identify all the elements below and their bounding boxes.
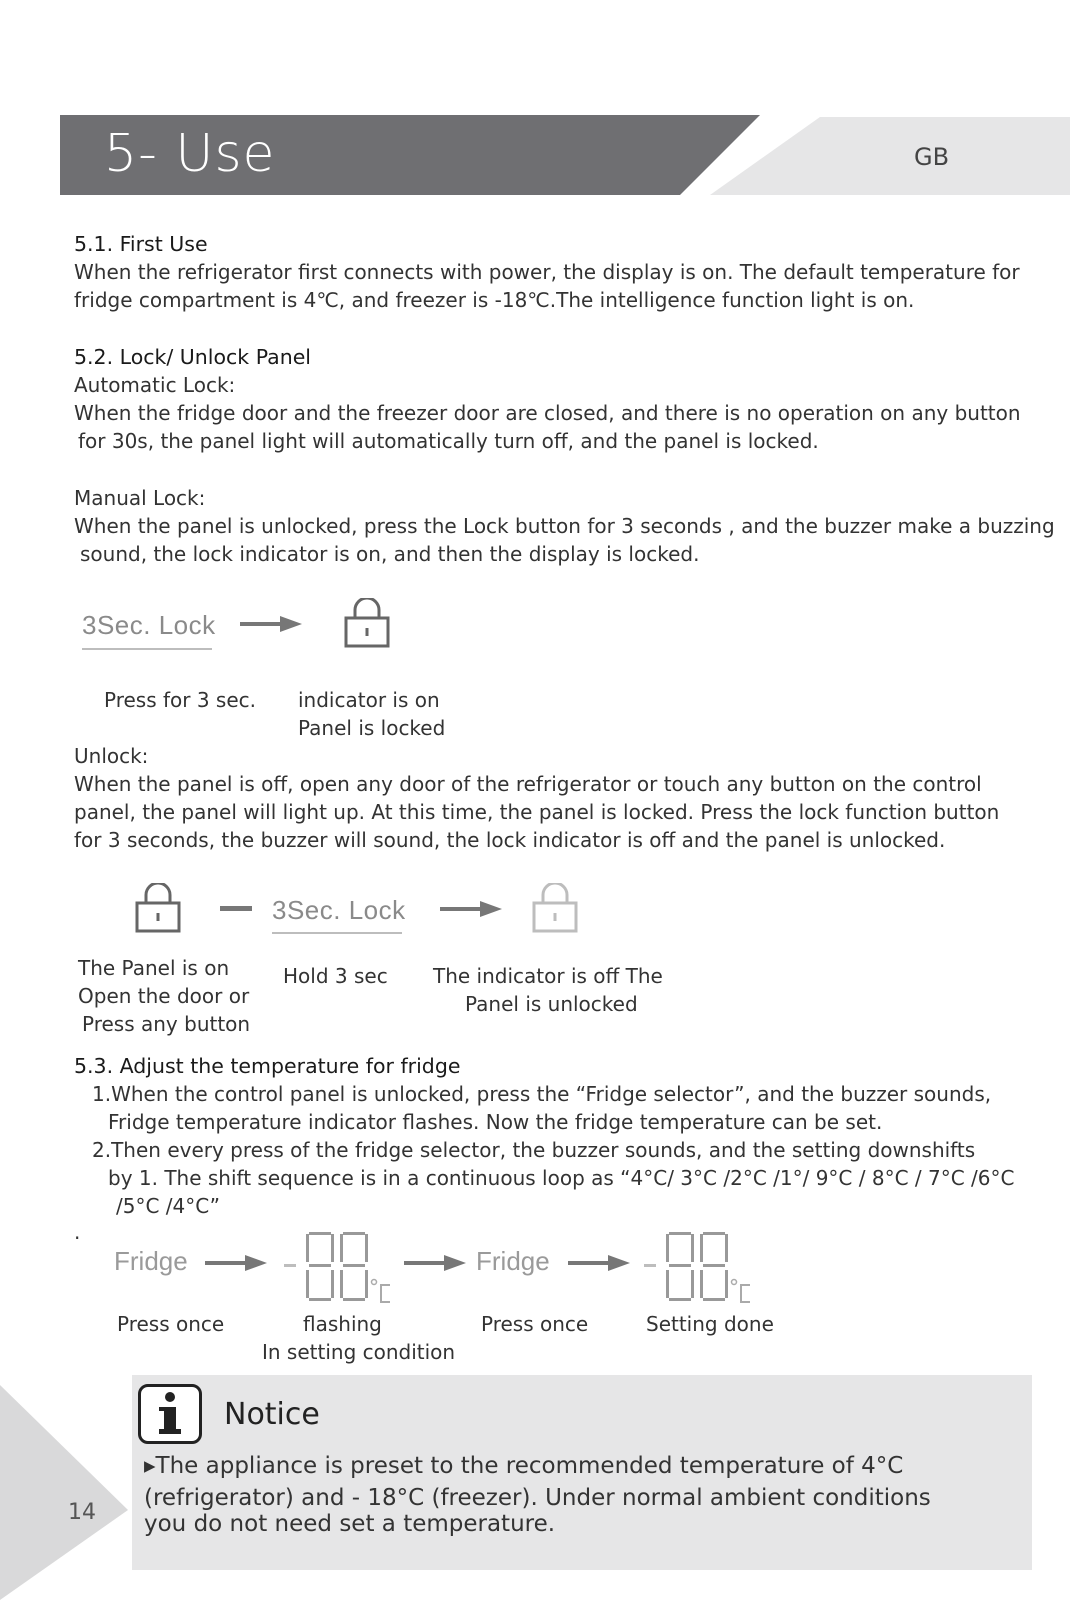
page-corner-triangle — [0, 1385, 128, 1600]
seven-segment-display-icon — [284, 1230, 394, 1306]
caption-setting-done: Setting done — [646, 1312, 774, 1336]
page-number: 14 — [68, 1500, 96, 1525]
seven-segment-display-icon — [644, 1230, 754, 1306]
paragraph-line: 1.When the control panel is unlocked, press the “Fridge selector”, and the buzzer sounds, — [92, 1082, 992, 1106]
paragraph-line: /5°C /4°C” — [116, 1194, 220, 1218]
language-code: GB — [914, 143, 950, 171]
stray-dot: . — [74, 1220, 81, 1244]
caption-panel-locked: Panel is locked — [298, 716, 446, 740]
fridge-selector-label: Fridge — [476, 1246, 550, 1276]
paragraph-line: Fridge temperature indicator flashes. Now the fridge temperature can be set. — [108, 1110, 883, 1134]
paragraph-line: by 1. The shift sequence is in a continuous loop as “4°C/ 3°C /2°C /1°/ 9°C / 8°C / 7°C /6°C — [108, 1166, 1015, 1190]
section-heading-lock-unlock: 5.2. Lock/ Unlock Panel — [74, 345, 312, 369]
paragraph-line: 2.Then every press of the fridge selector, the buzzer sounds, and the setting downshifts — [92, 1138, 976, 1162]
subheading-unlock: Unlock: — [74, 744, 149, 768]
fridge-selector-label: Fridge — [114, 1246, 188, 1276]
arrow-right-icon — [240, 614, 302, 634]
caption-in-setting-condition: In setting condition — [262, 1340, 456, 1364]
caption-flashing: flashing — [303, 1312, 382, 1336]
caption-press-once: Press once — [481, 1312, 589, 1336]
caption-panel-on: The Panel is on — [78, 956, 230, 980]
lock-button-underline — [82, 648, 212, 650]
dash-connector — [220, 903, 252, 913]
arrow-right-icon — [568, 1253, 630, 1273]
lock-dimmed-icon — [531, 883, 579, 933]
caption-press-once: Press once — [117, 1312, 225, 1336]
paragraph-line: When the refrigerator first connects with power, the display is on. The default temperature for — [74, 260, 1020, 284]
paragraph-line: for 3 seconds, the buzzer will sound, the lock indicator is off and the panel is unlocked. — [74, 828, 946, 852]
lock-closed-icon — [343, 598, 391, 648]
notice-line: ▸The appliance is preset to the recommended temperature of 4°C — [144, 1453, 904, 1479]
paragraph-line: for 30s, the panel light will automatically turn off, and the panel is locked. — [78, 429, 819, 453]
lock-button-underline — [272, 932, 402, 934]
lock-button-label: 3Sec. Lock — [272, 895, 406, 925]
lock-button-label: 3Sec. Lock — [82, 610, 216, 640]
caption-indicator-off: The indicator is off The — [433, 964, 663, 988]
notice-line: you do not need set a temperature. — [144, 1511, 556, 1537]
arrow-right-icon — [440, 899, 502, 919]
caption-panel-unlocked: Panel is unlocked — [465, 992, 638, 1016]
caption-indicator-on: indicator is on — [298, 688, 440, 712]
paragraph-line: When the panel is unlocked, press the Lock button for 3 seconds , and the buzzer make a buzzing — [74, 514, 1055, 538]
paragraph-line: panel, the panel will light up. At this time, the panel is locked. Press the lock function button — [74, 800, 1000, 824]
paragraph-line: sound, the lock indicator is on, and then the display is locked. — [80, 542, 700, 566]
caption-open-door: Open the door or — [78, 984, 250, 1008]
section-heading-first-use: 5.1. First Use — [74, 232, 208, 256]
subheading-automatic-lock: Automatic Lock: — [74, 373, 236, 397]
section-title: 5- Use — [104, 124, 276, 184]
caption-press-3-sec: Press for 3 sec. — [104, 688, 257, 712]
paragraph-line: When the panel is off, open any door of the refrigerator or touch any button on the control — [74, 772, 982, 796]
section-heading-adjust-temperature: 5.3. Adjust the temperature for fridge — [74, 1054, 461, 1078]
arrow-right-icon — [205, 1253, 267, 1273]
subheading-manual-lock: Manual Lock: — [74, 486, 206, 510]
notice-line: (refrigerator) and - 18°C (freezer). Under normal ambient conditions — [144, 1485, 931, 1511]
lock-closed-icon — [134, 883, 182, 933]
info-icon — [138, 1384, 202, 1444]
caption-press-any-button: Press any button — [82, 1012, 251, 1036]
paragraph-line: When the fridge door and the freezer door are closed, and there is no operation on any button — [74, 401, 1021, 425]
notice-title: Notice — [224, 1397, 320, 1432]
arrow-right-icon — [404, 1253, 466, 1273]
caption-hold-3-sec: Hold 3 sec — [283, 964, 388, 988]
paragraph-line: fridge compartment is 4℃, and freezer is -18℃.The intelligence function light is on. — [74, 288, 915, 312]
